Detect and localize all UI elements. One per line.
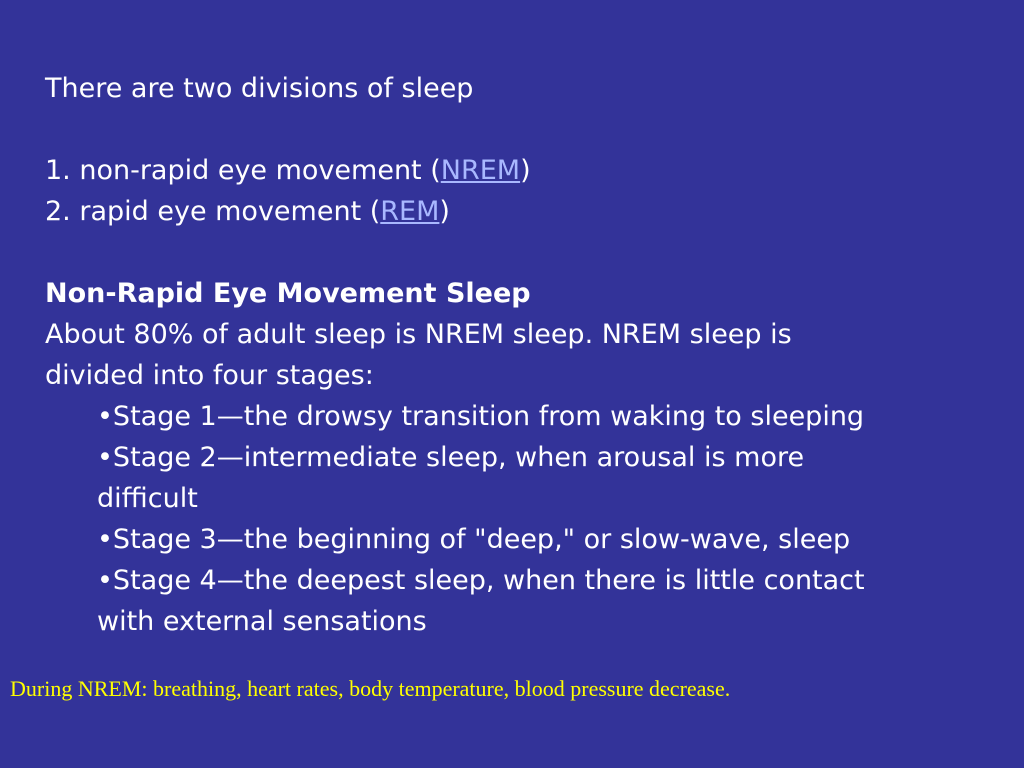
nrem-link[interactable]: NREM	[440, 155, 521, 186]
division-2-prefix: 2. rapid eye movement (	[45, 196, 381, 227]
paragraph-line-1: About 80% of adult sleep is NREM sleep. NREM sleep is	[45, 319, 792, 350]
spacer	[45, 232, 1015, 273]
stage-2-item-continued: difficult	[97, 483, 198, 514]
division-2	[45, 191, 1015, 232]
stage-4-item: •Stage 4—the deepest sleep, when there is little contact	[97, 565, 865, 596]
section-heading: Non-Rapid Eye Movement Sleep	[45, 278, 531, 309]
rem-link[interactable]: REM	[380, 196, 440, 227]
stage-4-item-continued: with external sensations	[97, 606, 427, 637]
division-1-prefix: 1. non-rapid eye movement (	[45, 155, 441, 186]
division-2-suffix: )	[439, 196, 450, 227]
stage-2-item: •Stage 2—intermediate sleep, when arousal is more	[97, 442, 805, 473]
slide-body	[45, 68, 1015, 642]
spacer	[45, 109, 1015, 150]
stage-1-item: •Stage 1—the drowsy transition from waking to sleeping	[97, 401, 865, 432]
division-1	[45, 150, 1015, 191]
intro-text: There are two divisions of sleep	[45, 73, 474, 104]
paragraph-line-2: divided into four stages:	[45, 360, 374, 391]
footer-note: During NREM: breathing, heart rates, body temperature, blood pressure decrease.	[10, 676, 731, 701]
stage-3-item: •Stage 3—the beginning of "deep," or slow-wave, sleep	[97, 524, 851, 555]
division-1-suffix: )	[520, 155, 531, 186]
